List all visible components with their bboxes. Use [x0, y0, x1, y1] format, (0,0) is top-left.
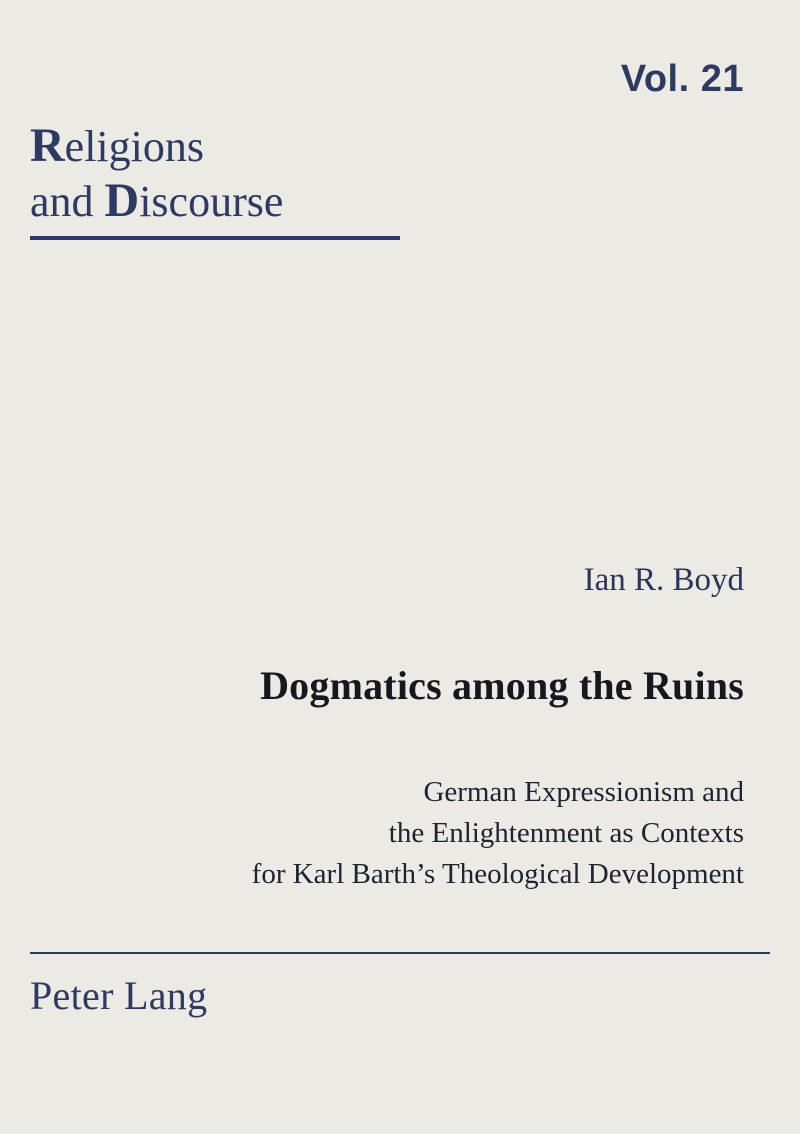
- series-name-line-2: [30, 175, 500, 228]
- book-subtitle-line-1: German Expressionism and: [423, 776, 744, 808]
- series-initial-d: D: [104, 174, 140, 227]
- series-name: [30, 120, 500, 228]
- book-subtitle: [124, 772, 744, 895]
- series-name-line-2-rest: iscourse: [139, 177, 284, 226]
- volume-number: Vol. 21: [620, 58, 744, 100]
- author-name: Ian R. Boyd: [583, 562, 744, 598]
- publisher-name: Peter Lang: [30, 973, 208, 1018]
- series-header: [0, 0, 800, 250]
- series-name-line-1: [30, 120, 500, 173]
- book-subtitle-line-2: the Enlightenment as Contexts: [388, 817, 744, 849]
- series-initial-r: R: [30, 119, 65, 172]
- series-name-line-1-rest: eligions: [64, 122, 204, 171]
- series-conjunction: and: [30, 177, 105, 226]
- series-underline: [30, 236, 400, 240]
- book-subtitle-line-3: for Karl Barth’s Theological Development: [251, 858, 744, 890]
- publisher-divider: [30, 952, 770, 954]
- book-title: Dogmatics among the Ruins: [260, 663, 744, 708]
